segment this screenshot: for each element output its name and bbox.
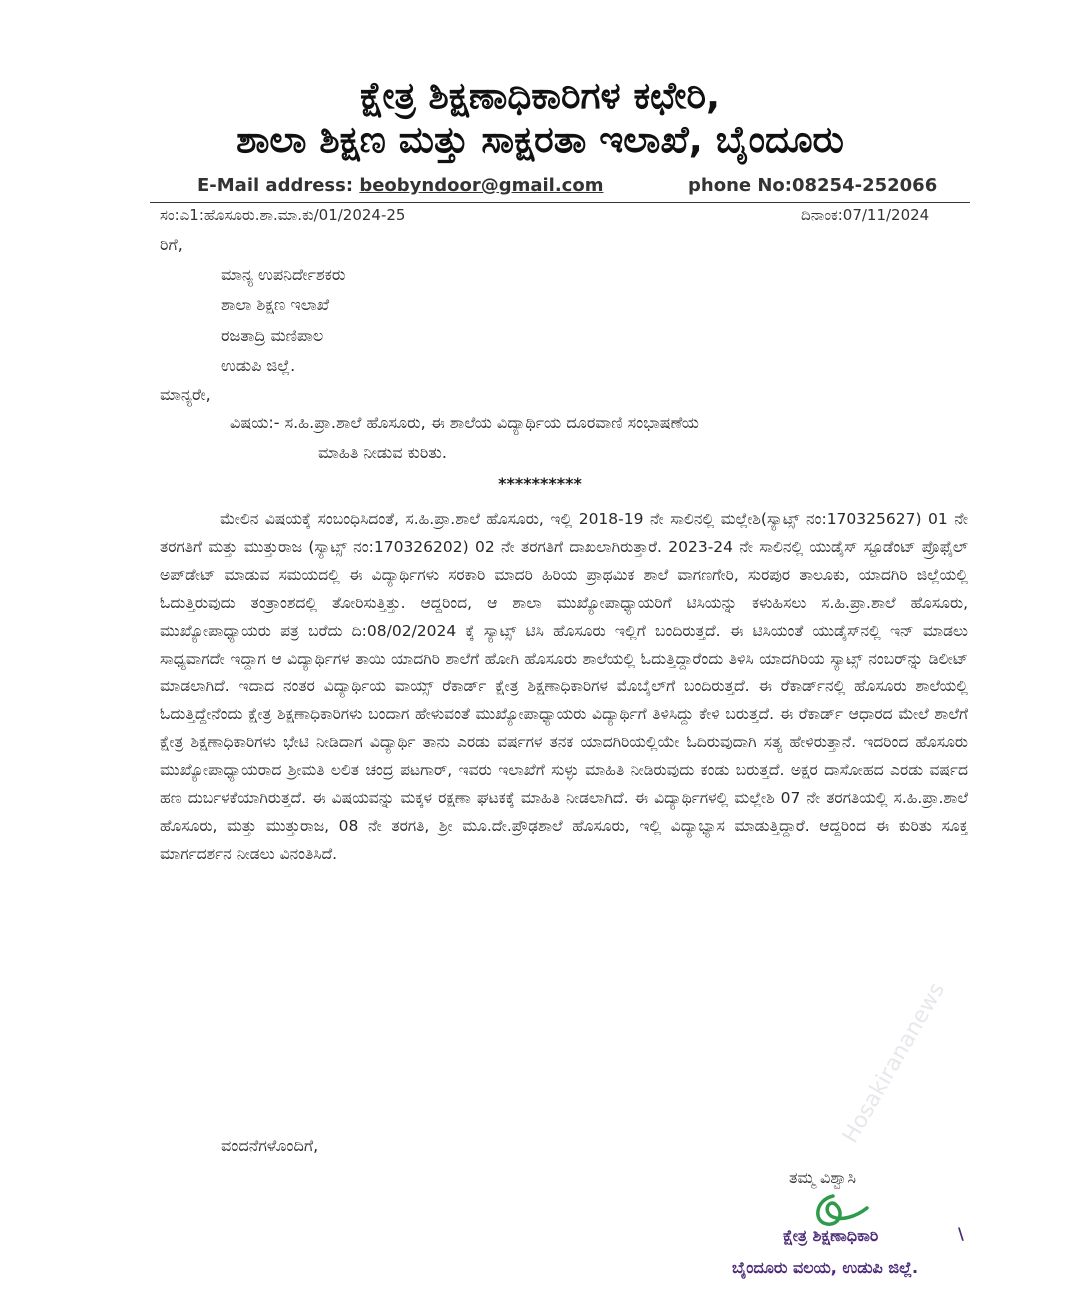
- subject-line: ವಿಷಯ:- ಸ.ಹಿ.ಪ್ರಾ.ಶಾಲೆ ಹೊಸೂರು, ಈ ಶಾಲೆಯ ವಿದ್ಯಾರ್ಥಿಯ ದೂರವಾಣಿ ಸಂಭಾಷಣೆಯ: [230, 413, 699, 432]
- phone-number: 08254-252066: [791, 175, 938, 196]
- header-divider: [150, 202, 970, 203]
- address-line: ಉಡುಪಿ ಜಿಲ್ಲೆ.: [221, 356, 296, 375]
- yours-faithfully: ತಮ್ಮ ವಿಶ್ವಾಸಿ: [789, 1168, 857, 1187]
- stamp-mark: \: [958, 1224, 964, 1243]
- email-label: E-Mail address:: [197, 175, 360, 196]
- office-title: ಕ್ಷೇತ್ರ ಶಿಕ್ಷಣಾಧಿಕಾರಿಗಳ ಕಛೇರಿ,: [359, 74, 721, 117]
- office-stamp: ಬೈಂದೂರು ವಲಯ, ಉಡುಪಿ ಜಿಲ್ಲೆ.: [732, 1258, 919, 1277]
- designation-stamp: ಕ್ಷೇತ್ರ ಶಿಕ್ಷಣಾಧಿಕಾರಿ: [783, 1226, 879, 1245]
- closing-greeting: ವಂದನೆಗಳೊಂದಿಗೆ,: [221, 1136, 319, 1155]
- department-title: ಶಾಲಾ ಶಿಕ್ಷಣ ಮತ್ತು ಸಾಕ್ಷರತಾ ಇಲಾಖೆ, ಬೈಂದೂರು: [236, 118, 844, 161]
- salutation: ಮಾನ್ಯರೇ,: [160, 385, 211, 404]
- phone-label: phone No:: [688, 175, 792, 196]
- address-line: ಮಾನ್ಯ ಉಪನಿರ್ದೇಶಕರು: [221, 265, 346, 284]
- email-line: [197, 175, 603, 196]
- reference-number: ಸಂ:ಎ1:ಹೊಸೂರು.ಶಾ.ಮಾ.ಕು/01/2024-25: [160, 206, 406, 224]
- address-line: ರಜತಾದ್ರಿ ಮಣಿಪಾಲ: [221, 326, 324, 345]
- phone-line: [688, 175, 937, 196]
- watermark: Hosakirananews: [838, 978, 950, 1148]
- recipient-to: ರಿಗೆ,: [160, 235, 183, 254]
- address-line: ಶಾಲಾ ಶಿಕ್ಷಣ ಇಲಾಖೆ: [221, 295, 330, 314]
- letter-body: ಮೇಲಿನ ವಿಷಯಕ್ಕೆ ಸಂಬಂಧಿಸಿದಂತೆ, ಸ.ಹಿ.ಪ್ರಾ.ಶಾಲೆ ಹೊಸೂರು, ಇಲ್ಲಿ 2018-19 ನೇ ಸಾಲಿನಲ್ಲಿ ಮಲ್ಲೇಶಿ(ಸ್ಯಾಟ್ಸ್ ನಂ:170325627) 01 ನೇ ತರಗತಿಗೆ ಮತ್ತು ಮುತ್ತುರಾಜ (ಸ್ಯಾಟ್ಸ್ ನಂ:170326202) 02 ನೇ ತರಗತಿಗೆ ದಾಖಲಾಗಿರುತ್ತಾರೆ. 2023-24 ನೇ ಸಾಲಿನಲ್ಲಿ ಯುಡೈಸ್ ಸ್ಟೂಡೆಂಟ್ ಪ್ರೊಫೈಲ್ ಅಪ್‌ಡೇಟ್ ಮಾಡುವ ಸಮಯದಲ್ಲಿ ಈ ವಿದ್ಯಾರ್ಥಿಗಳು ಸರಕಾರಿ ಮಾದರಿ ಹಿರಿಯ ಪ್ರಾಥಮಿಕ ಶಾಲೆ ವಾಗಣಗೇರಿ, ಸುರಪುರ ತಾಲೂಕು, ಯಾದಗಿರಿ ಜಿಲ್ಲೆಯಲ್ಲಿ ಓದುತ್ತಿರುವುದು ತಂತ್ರಾಂಶದಲ್ಲಿ ತೋರಿಸುತ್ತಿತ್ತು. ಆದ್ದರಿಂದ, ಆ ಶಾಲಾ ಮುಖ್ಯೋಪಾಧ್ಯಾಯರಿಗೆ ಟಿಸಿಯನ್ನು ಕಳುಹಿಸಲು ಸ.ಹಿ.ಪ್ರಾ.ಶಾಲೆ ಹೊಸೂರು, ಮುಖ್ಯೋಪಾಧ್ಯಾಯರು ಪತ್ರ ಬರೆದು ದಿ:08/02/2024 ಕ್ಕೆ ಸ್ಯಾಟ್ಸ್ ಟಿಸಿ ಹೊಸೂರು ಇಲ್ಲಿಗೆ ಬಂದಿರುತ್ತದೆ. ಈ ಟಿಸಿಯಂತೆ ಯುಡೈಸ್‌ನಲ್ಲಿ ಇನ್ ಮಾಡಲು ಸಾಧ್ಯವಾಗದೇ ಇದ್ದಾಗ ಆ ವಿದ್ಯಾರ್ಥಿಗಳ ತಾಯಿ ಯಾದಗಿರಿ ಶಾಲೆಗೆ ಹೋಗಿ ಹೊಸೂರು ಶಾಲೆಯಲ್ಲಿ ಓದುತ್ತಿದ್ದಾರೆಂದು ತಿಳಿಸಿ ಯಾದಗಿರಿಯ ಸ್ಯಾಟ್ಸ್ ನಂಬರ್‌ನ್ನು ಡಿಲೀಟ್ ಮಾಡಲಾಗಿದೆ. ಇದಾದ ನಂತರ ವಿದ್ಯಾರ್ಥಿಯ ವಾಯ್ಸ್ ರೆಕಾರ್ಡ್ ಕ್ಷೇತ್ರ ಶಿಕ್ಷಣಾಧಿಕಾರಿಗಳ ಮೊಬೈಲ್‌ಗೆ ಬಂದಿರುತ್ತದೆ. ಈ ರೆಕಾರ್ಡ್‌ನಲ್ಲಿ ಹೊಸೂರು ಶಾಲೆಯಲ್ಲಿ ಓದುತ್ತಿದ್ದೇನೆಂದು ಕ್ಷೇತ್ರ ಶಿಕ್ಷಣಾಧಿಕಾರಿಗಳು ಬಂದಾಗ ಹೇಳುವಂತೆ ಮುಖ್ಯೋಪಾಧ್ಯಾಯರು ವಿದ್ಯಾರ್ಥಿಗೆ ತಿಳಿಸಿದ್ದು ಕೇಳಿ ಬರುತ್ತದೆ. ಈ ರೆಕಾರ್ಡ್ ಆಧಾರದ ಮೇಲೆ ಶಾಲೆಗೆ ಕ್ಷೇತ್ರ ಶಿಕ್ಷಣಾಧಿಕಾರಿಗಳು ಭೇಟಿ ನೀಡಿದಾಗ ವಿದ್ಯಾರ್ಥಿ ತಾನು ಎರಡು ವರ್ಷಗಳ ತನಕ ಯಾದಗಿರಿಯಲ್ಲಿಯೇ ಓದಿರುವುದಾಗಿ ಸತ್ಯ ಹೇಳಿರುತ್ತಾನೆ. ಇದರಿಂದ ಹೊಸೂರು ಮುಖ್ಯೋಪಾಧ್ಯಾಯರಾದ ಶ್ರೀಮತಿ ಲಲಿತ ಚಂದ್ರ ಪಟಗಾರ್, ಇವರು ಇಲಾಖೆಗೆ ಸುಳ್ಳು ಮಾಹಿತಿ ನೀಡಿರುವುದು ಕಂಡು ಬರುತ್ತದೆ. ಅಕ್ಷರ ದಾಸೋಹದ ಎರಡು ವರ್ಷದ ಹಣ ದುರ್ಬಳಕೆಯಾಗಿರುತ್ತದೆ. ಈ ವಿಷಯವನ್ನು ಮಕ್ಕಳ ರಕ್ಷಣಾ ಘಟಕಕ್ಕೆ ಮಾಹಿತಿ ನೀಡಲಾಗಿದೆ. ಈ ವಿದ್ಯಾರ್ಥಿಗಳಲ್ಲಿ ಮಲ್ಲೇಶಿ 07 ನೇ ತರಗತಿಯಲ್ಲಿ ಸ.ಹಿ.ಪ್ರಾ.ಶಾಲೆ ಹೊಸೂರು, ಮತ್ತು ಮುತ್ತುರಾಜ, 08 ನೇ ತರಗತಿ, ಶ್ರೀ ಮೂ.ದೇ.ಪ್ರೌಢಶಾಲೆ ಹೊಸೂರು, ಇಲ್ಲಿ ವಿದ್ಯಾಭ್ಯಾಸ ಮಾಡುತ್ತಿದ್ದಾರೆ. ಆದ್ದರಿಂದ ಈ ಕುರಿತು ಸೂಕ್ತ ಮಾರ್ಗದರ್ಶನ ನೀಡಲು ವಿನಂತಿಸಿದೆ.: [160, 510, 968, 863]
- email-link[interactable]: beobyndoor@gmail.com: [359, 175, 604, 196]
- separator-stars: **********: [498, 474, 582, 493]
- subject-line-continued: ಮಾಹಿತಿ ನೀಡುವ ಕುರಿತು.: [318, 443, 447, 462]
- letter-date: ದಿನಾಂಕ:07/11/2024: [801, 206, 930, 224]
